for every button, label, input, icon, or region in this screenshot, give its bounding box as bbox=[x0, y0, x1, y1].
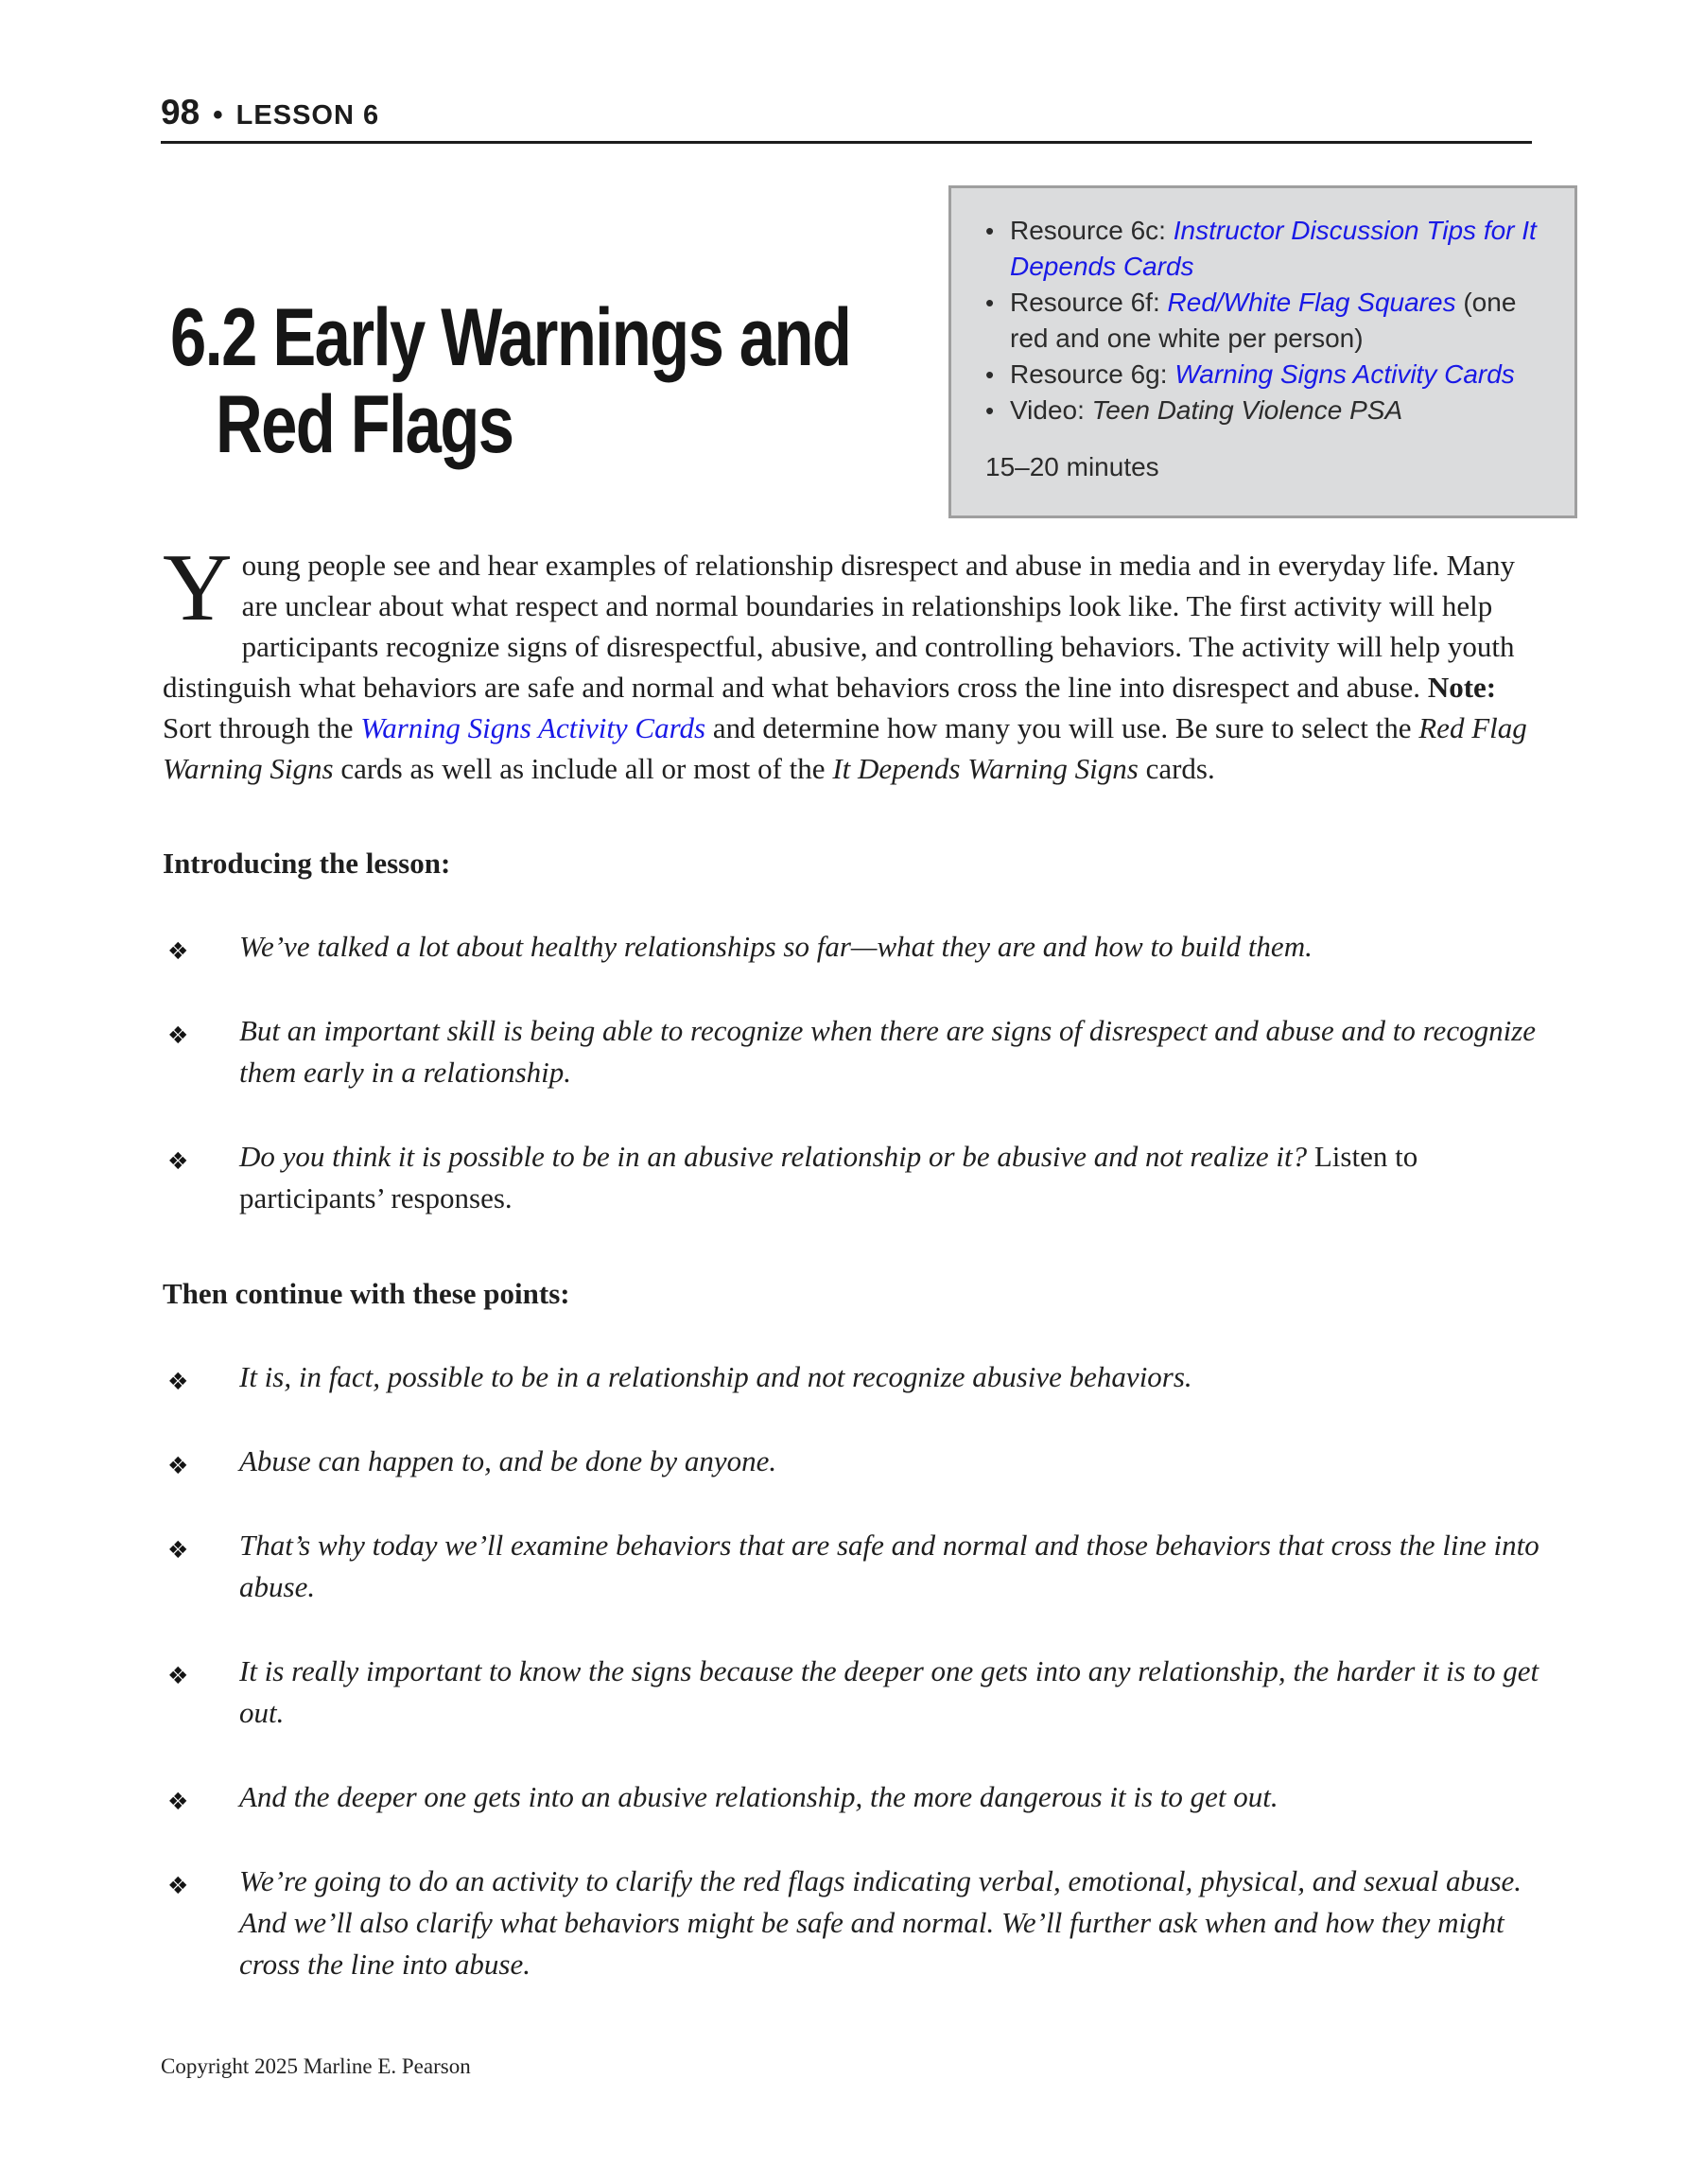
bullet-item: ❖ We’re going to do an activity to clarify the red flags indicating verbal, emotional, physical, and sexual abuse. And we’ll also clarify what behaviors might be safe and normal. We’ll further ask when and how they might cross the line into abuse. bbox=[167, 1864, 1522, 1981]
resource-suffix: (one red and one white per person) bbox=[1010, 288, 1517, 353]
resource-prefix: Resource 6f: bbox=[1010, 288, 1168, 317]
running-head bbox=[161, 93, 1545, 132]
intro-bullet-list bbox=[161, 926, 1545, 1219]
resource-link[interactable]: Instructor Discussion Tips for It Depends Cards bbox=[1010, 216, 1537, 281]
bullet-item: ❖ We’ve talked a lot about healthy relationships so far—what they are and how to build them. bbox=[161, 926, 1545, 968]
diamond-bullet-icon: ❖ bbox=[167, 1536, 189, 1564]
bullet-item: ❖ It is really important to know the signs because the deeper one gets into any relationship, the harder it is to get out. bbox=[167, 1654, 1539, 1729]
intro-text-3: and determine how many you will use. Be sure to select the bbox=[705, 711, 1419, 744]
video-title: Teen Dating Violence PSA bbox=[1091, 395, 1403, 425]
lesson-label: LESSON 6 bbox=[235, 100, 380, 131]
resource-item bbox=[985, 213, 1552, 285]
bullet-dot-icon: • bbox=[985, 396, 995, 425]
diamond-bullet-icon: ❖ bbox=[167, 1147, 189, 1175]
resource-item bbox=[985, 393, 1552, 428]
bullet-item: ❖ Do you think it is possible to be in an abusive relationship or be abusive and not realize it? Listen to participants’ responses. bbox=[167, 1140, 1418, 1214]
heading-continue-points: Then continue with these points: bbox=[163, 1277, 570, 1310]
warning-signs-cards-link[interactable]: Warning Signs Activity Cards bbox=[360, 711, 706, 744]
resource-item bbox=[985, 285, 1552, 357]
bullet-item: ❖ That’s why today we’ll examine behaviors that are safe and normal and those behaviors that cross the line into abuse. bbox=[167, 1529, 1539, 1603]
intro-text-1: oung people see and hear examples of relationship disrespect and abuse in media and in everyday life. Many are unclear about what respect and normal boundaries in relationships look like. The first activity will help participants recognize signs of disrespectful, abusive, and controlling behaviors. The activity will help youth distinguish what behaviors are safe and normal and what behaviors cross the line into disrespect and abuse. bbox=[163, 549, 1515, 704]
bullet-dot-icon: • bbox=[985, 288, 995, 317]
bullet-item: ❖ It is, in fact, possible to be in a relationship and not recognize abusive behaviors. bbox=[161, 1356, 1545, 1398]
resource-item bbox=[985, 357, 1552, 393]
diamond-bullet-icon: ❖ bbox=[167, 1872, 189, 1899]
header-rule bbox=[161, 141, 1532, 144]
diamond-bullet-icon: ❖ bbox=[167, 1368, 189, 1395]
resource-box bbox=[948, 185, 1577, 518]
resource-link[interactable]: Red/White Flag Squares bbox=[1167, 288, 1456, 317]
resource-prefix: Resource 6g: bbox=[1010, 359, 1175, 389]
diamond-bullet-icon: ❖ bbox=[167, 1788, 189, 1815]
diamond-bullet-icon: ❖ bbox=[167, 1452, 189, 1479]
heading-introducing-lesson: Introducing the lesson: bbox=[163, 847, 451, 880]
intro-text-2: Sort through the bbox=[163, 711, 361, 744]
section-number: 6.2 bbox=[170, 292, 256, 383]
resource-list bbox=[985, 213, 1552, 428]
resource-prefix: Resource 6c: bbox=[1010, 216, 1174, 245]
separator-dot-icon: • bbox=[213, 99, 223, 131]
page-number: 98 bbox=[161, 93, 200, 131]
section-title-text: Early Warnings and bbox=[272, 292, 851, 383]
resource-link[interactable]: Warning Signs Activity Cards bbox=[1174, 359, 1515, 389]
note-label: Note: bbox=[1427, 671, 1497, 704]
duration-label: 15–20 minutes bbox=[985, 452, 1159, 481]
copyright-footer: Copyright 2025 Marline E. Pearson bbox=[161, 2054, 471, 2078]
drop-cap: Y bbox=[163, 534, 233, 641]
diamond-bullet-icon: ❖ bbox=[167, 937, 189, 965]
intro-text-5: cards. bbox=[1138, 752, 1215, 785]
red-flag-warning-signs-em: Red Flag Warning Signs bbox=[163, 711, 1527, 785]
it-depends-warning-signs-em: It Depends Warning Signs bbox=[832, 752, 1139, 785]
bullet-item: ❖ But an important skill is being able to recognize when there are signs of disrespect and abuse and to recognize them early in a relationship. bbox=[167, 1014, 1537, 1089]
bullet-item: ❖ Abuse can happen to, and be done by anyone. bbox=[161, 1441, 1545, 1482]
diamond-bullet-icon: ❖ bbox=[167, 1022, 189, 1049]
section-title-line2: Red Flags bbox=[216, 379, 513, 470]
continue-bullet-list bbox=[161, 1356, 1545, 1985]
diamond-bullet-icon: ❖ bbox=[167, 1662, 189, 1689]
intro-text-4: cards as well as include all or most of the bbox=[333, 752, 833, 785]
bullet-item: ❖ And the deeper one gets into an abusive relationship, the more dangerous it is to get out. bbox=[161, 1776, 1545, 1818]
intro-paragraph bbox=[163, 534, 1547, 789]
resource-prefix: Video: bbox=[1010, 395, 1092, 425]
bullet-dot-icon: • bbox=[985, 360, 995, 389]
bullet-dot-icon: • bbox=[985, 217, 995, 245]
